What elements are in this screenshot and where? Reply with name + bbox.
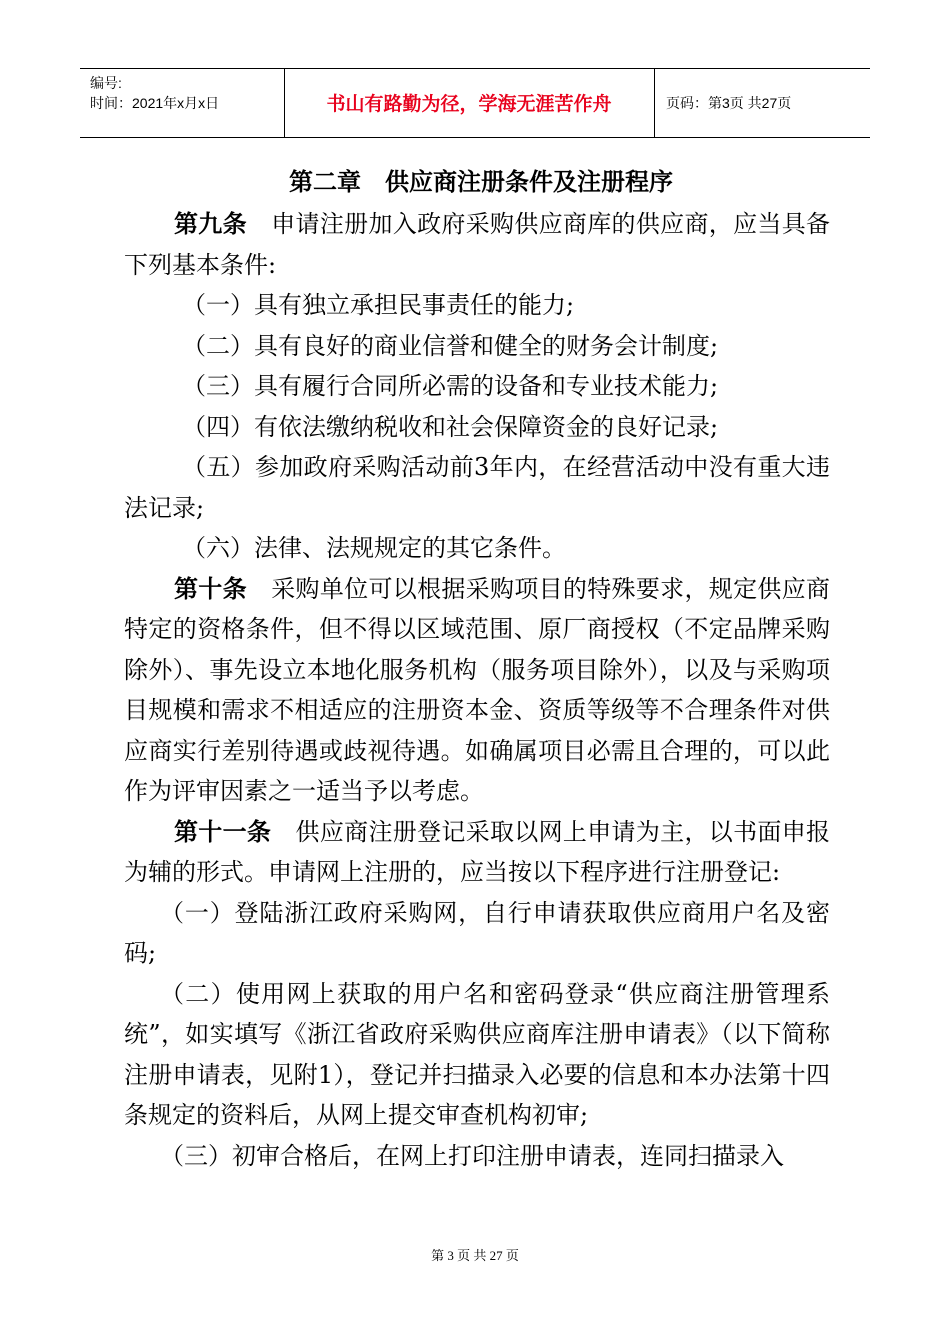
article-10-label: 第十条	[174, 574, 247, 603]
time-label: 时间：2021年x月x日	[90, 95, 220, 111]
article-9	[124, 204, 830, 285]
article-9-label: 第九条	[174, 210, 247, 238]
article-11-item: （三）初审合格后，在网上打印注册申请表，连同扫描录入	[160, 1141, 784, 1170]
article-11-text: 供应商注册登记采取以网上申请为主，以书面申报为辅的形式。申请网上注册的，应当按以下程序进行注册登记:	[124, 817, 831, 886]
article-9-item: （六）法律、法规规定的其它条件。	[182, 534, 566, 562]
article-11-label: 第十一条	[174, 817, 272, 846]
header-divider	[654, 69, 655, 137]
article-11-item: （一）登陆浙江政府采购网，自行申请获取供应商用户名及密码;	[124, 898, 830, 967]
article-9-item: （三）具有履行合同所必需的设备和专业技术能力;	[182, 372, 719, 400]
article-11-item: （二）使用网上获取的用户名和密码登录“供应商注册管理系统”，如实填写《浙江省政府采购供应商库注册申请表》（以下简称注册申请表，见附1），登记并扫描录入必要的信息和本办法第十四条规定的资料后，从网上提交审查机构初审;	[124, 979, 830, 1129]
article-9-text: 申请注册加入政府采购供应商库的供应商，应当具备下列基本条件:	[124, 210, 831, 279]
article-9-item: （四）有依法缴纳税收和社会保障资金的良好记录;	[182, 412, 719, 441]
article-10	[124, 569, 830, 812]
header-page-label: 页码：第3页 共27页	[666, 95, 792, 111]
number-label: 编号:	[90, 75, 122, 91]
document-body	[124, 162, 830, 1176]
article-9-item: （二）具有良好的商业信誉和健全的财务会计制度;	[182, 331, 719, 360]
header-motto: 书山有路勤为径，学海无涯苦作舟	[326, 93, 612, 115]
page-footer: 第 3 页 共 27 页	[431, 1248, 519, 1263]
article-10-text: 采购单位可以根据采购项目的特殊要求，规定供应商特定的资格条件，但不得以区域范围、原厂商授权（不定品牌采购除外）、事先设立本地化服务机构（服务项目除外），以及与采购项目规模和需求不相适应的注册资本金、资质等级等不合理条件对供应商实行差别待遇或歧视待遇。如确属项目必需且合理的，可以此作为评审因素之一适当予以考虑。	[124, 574, 831, 805]
article-9-item: （一）具有独立承担民事责任的能力;	[182, 291, 575, 319]
header-table	[80, 68, 870, 138]
article-11	[124, 812, 830, 893]
chapter-title: 第二章 供应商注册条件及注册程序	[289, 168, 673, 196]
article-9-item: （五）参加政府采购活动前3年内，在经营活动中没有重大违法记录;	[124, 453, 830, 522]
header-meta	[90, 73, 219, 113]
